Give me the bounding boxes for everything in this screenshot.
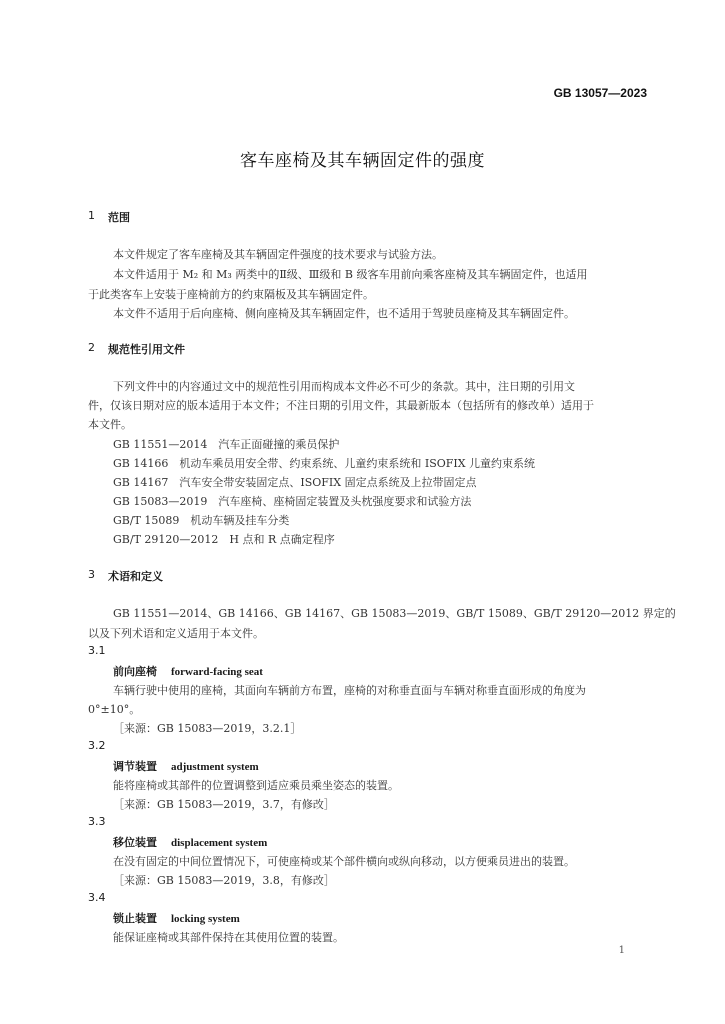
clause-number: 3.2	[88, 739, 106, 752]
term-english: displacement system	[171, 837, 268, 849]
term-chinese: 锁止装置	[113, 912, 157, 925]
term-heading	[113, 663, 263, 679]
section-1-number: 1	[88, 209, 95, 222]
term-heading	[113, 910, 240, 926]
section-3-number: 3	[88, 568, 95, 581]
term-heading	[113, 834, 267, 850]
section-3-line: 以及下列术语和定义适用于本文件。	[88, 627, 264, 640]
clause-number: 3.3	[88, 815, 106, 828]
reference-item: GB 15083—2019 汽车座椅、座椅固定装置及头枕强度要求和试验方法	[113, 495, 472, 508]
section-2-line: 本文件。	[88, 418, 132, 431]
term-heading	[113, 758, 259, 774]
standard-number: GB 13057—2023	[553, 86, 647, 100]
term-definition: 能保证座椅或其部件保持在其使用位置的装置。	[113, 931, 344, 944]
term-source: ［来源：GB 15083—2019，3.2.1］	[113, 722, 302, 735]
section-1-line: 本文件规定了客车座椅及其车辆固定件强度的技术要求与试验方法。	[113, 248, 443, 261]
section-1-line: 本文件适用于 M₂ 和 M₃ 两类中的Ⅱ级、Ⅲ级和 B 级客车用前向乘客座椅及其车辆固定件，也适用	[113, 268, 588, 281]
term-chinese: 调节装置	[113, 760, 157, 773]
term-english: locking system	[171, 913, 240, 925]
term-chinese: 前向座椅	[113, 665, 157, 678]
section-1-line: 于此类客车上安装于座椅前方的约束隔板及其车辆固定件。	[88, 288, 374, 301]
section-1-heading: 范围	[108, 211, 130, 224]
document-title: 客车座椅及其车辆固定件的强度	[240, 151, 485, 171]
reference-item: GB 14167 汽车安全带安装固定点、ISOFIX 固定点系统及上拉带固定点	[113, 476, 477, 489]
term-source: ［来源：GB 15083—2019，3.8，有修改］	[113, 874, 335, 887]
reference-item: GB 11551—2014 汽车正面碰撞的乘员保护	[113, 438, 340, 451]
section-1-line: 本文件不适用于后向座椅、侧向座椅及其车辆固定件，也不适用于驾驶员座椅及其车辆固定件。	[113, 307, 575, 320]
term-source: ［来源：GB 15083—2019，3.7，有修改］	[113, 798, 335, 811]
reference-item: GB 14166 机动车乘员用安全带、约束系统、儿童约束系统和 ISOFIX 儿童约束系统	[113, 457, 536, 470]
term-english: forward-facing seat	[171, 666, 263, 678]
term-definition: 能将座椅或其部件的位置调整到适应乘员乘坐姿态的装置。	[113, 779, 399, 792]
term-english: adjustment system	[171, 761, 259, 773]
term-definition: 0°±10°。	[88, 703, 141, 716]
term-definition: 车辆行驶中使用的座椅，其面向车辆前方布置，座椅的对称垂直面与车辆对称垂直面形成的角度为	[113, 684, 586, 697]
reference-item: GB/T 29120—2012 H 点和 R 点确定程序	[113, 533, 335, 546]
term-definition: 在没有固定的中间位置情况下，可使座椅或某个部件横向或纵向移动，以方便乘员进出的装置。	[113, 855, 575, 868]
section-3-line: GB 11551—2014、GB 14166、GB 14167、GB 15083—2019、GB/T 15089、GB/T 29120—2012 界定的	[113, 607, 676, 620]
reference-item: GB/T 15089 机动车辆及挂车分类	[113, 514, 290, 527]
section-2-line: 件，仅该日期对应的版本适用于本文件；不注日期的引用文件，其最新版本（包括所有的修改单）适用于	[88, 399, 594, 412]
section-3-heading: 术语和定义	[108, 570, 163, 583]
section-2-line: 下列文件中的内容通过文中的规范性引用而构成本文件必不可少的条款。其中，注日期的引用文	[113, 380, 575, 393]
section-2-heading: 规范性引用文件	[108, 343, 185, 356]
clause-number: 3.4	[88, 891, 106, 904]
page-number: 1	[618, 945, 625, 956]
section-2-number: 2	[88, 341, 95, 354]
clause-number: 3.1	[88, 644, 106, 657]
term-chinese: 移位装置	[113, 836, 157, 849]
